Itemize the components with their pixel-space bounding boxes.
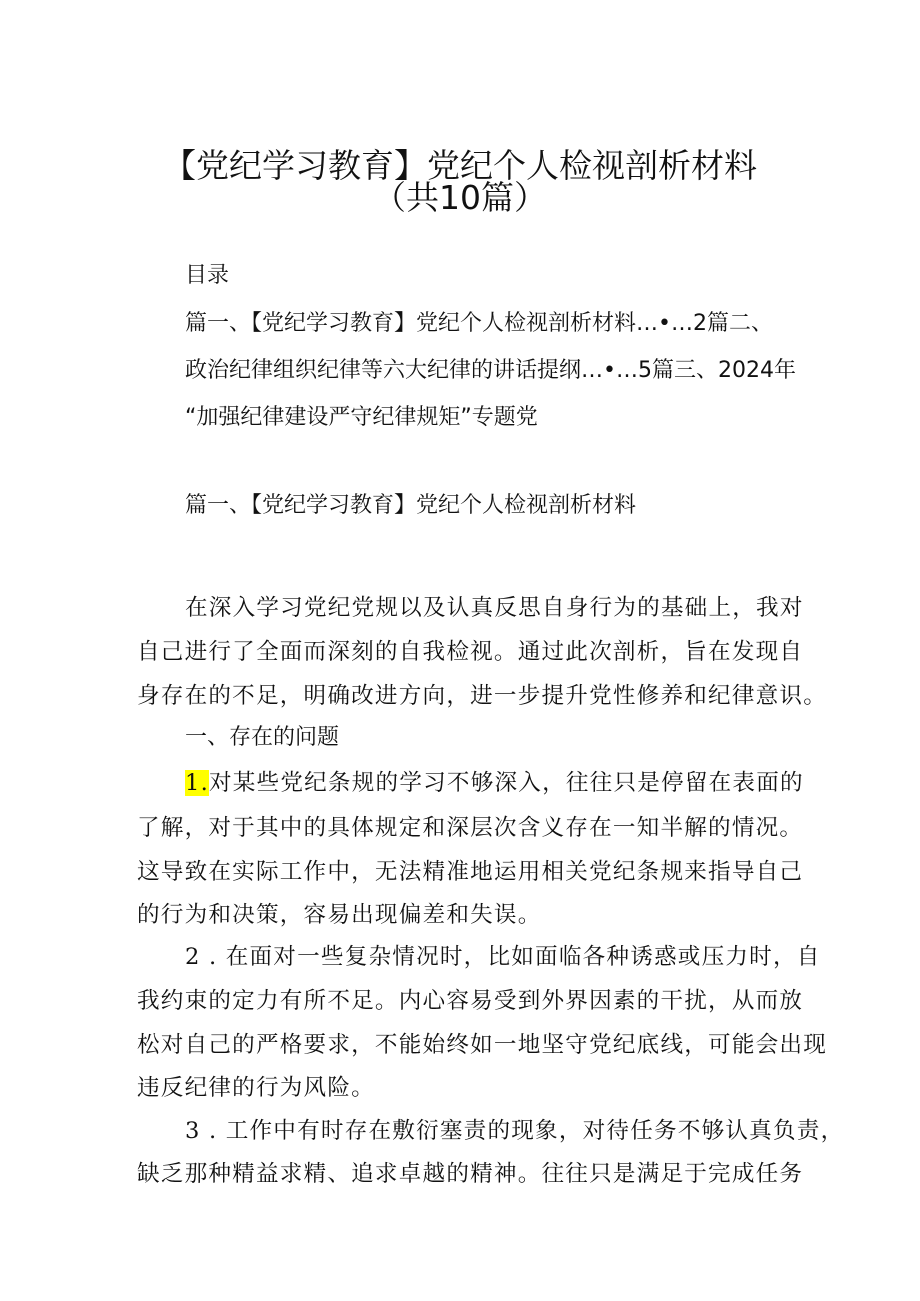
paragraph-text: 对某些党纪条规的学习不够深入，往往只是停留在表面的 (208, 770, 804, 796)
item-number-highlight: 1. (185, 770, 209, 796)
document-title: 【党纪学习教育】党纪个人检视剖析材料 (163, 146, 757, 185)
paragraph-line: 3 . 工作中有时存在敷衍塞责的现象，对待任务不够认真负责， (185, 1118, 845, 1144)
paragraph-line: 身存在的不足，明确改进方向，进一步提升党性修养和纪律意识。 (137, 683, 828, 709)
paragraph-line: 了解，对于其中的具体规定和深层次含义存在一知半解的情况。 (137, 815, 804, 841)
paragraph-line (185, 765, 804, 797)
paragraph-line: 我约束的定力有所不足。内心容易受到外界因素的干扰，从而放 (137, 988, 804, 1014)
paragraph-line: 在深入学习党纪党规以及认真反思自身行为的基础上，我对 (185, 595, 804, 621)
document-title-count: （共10篇） (373, 178, 547, 217)
paragraph-line: 缺乏那种精益求精、追求卓越的精神。往往只是满足于完成任务 (137, 1161, 804, 1187)
paragraph-line: 自己进行了全面而深刻的自我检视。通过此次剖析，旨在发现自 (137, 639, 804, 665)
paragraph-line: 2 . 在面对一些复杂情况时，比如面临各种诱惑或压力时，自 (185, 944, 821, 970)
paragraph-line: 违反纪律的行为风险。 (137, 1075, 375, 1101)
paragraph-line: 松对自己的严格要求，不能始终如一地坚守党纪底线，可能会出现 (137, 1032, 828, 1058)
toc-line[interactable]: 政治纪律组织纪律等六大纪律的讲话提纲…•…5篇三、2024年 (185, 358, 796, 383)
toc-line[interactable]: “加强纪律建设严守纪律规矩”专题党 (185, 405, 538, 430)
paragraph-line: 这导致在实际工作中，无法精准地运用相关党纪条规来指导自己 (137, 859, 804, 885)
problems-subheading: 一、存在的问题 (185, 725, 340, 750)
toc-line[interactable]: 篇一、【党纪学习教育】党纪个人检视剖析材料…•…2篇二、 (185, 311, 773, 336)
section-heading: 篇一、【党纪学习教育】党纪个人检视剖析材料 (185, 493, 637, 518)
paragraph-line: 的行为和决策，容易出现偏差和失误。 (137, 902, 542, 928)
toc-label: 目录 (185, 263, 230, 288)
